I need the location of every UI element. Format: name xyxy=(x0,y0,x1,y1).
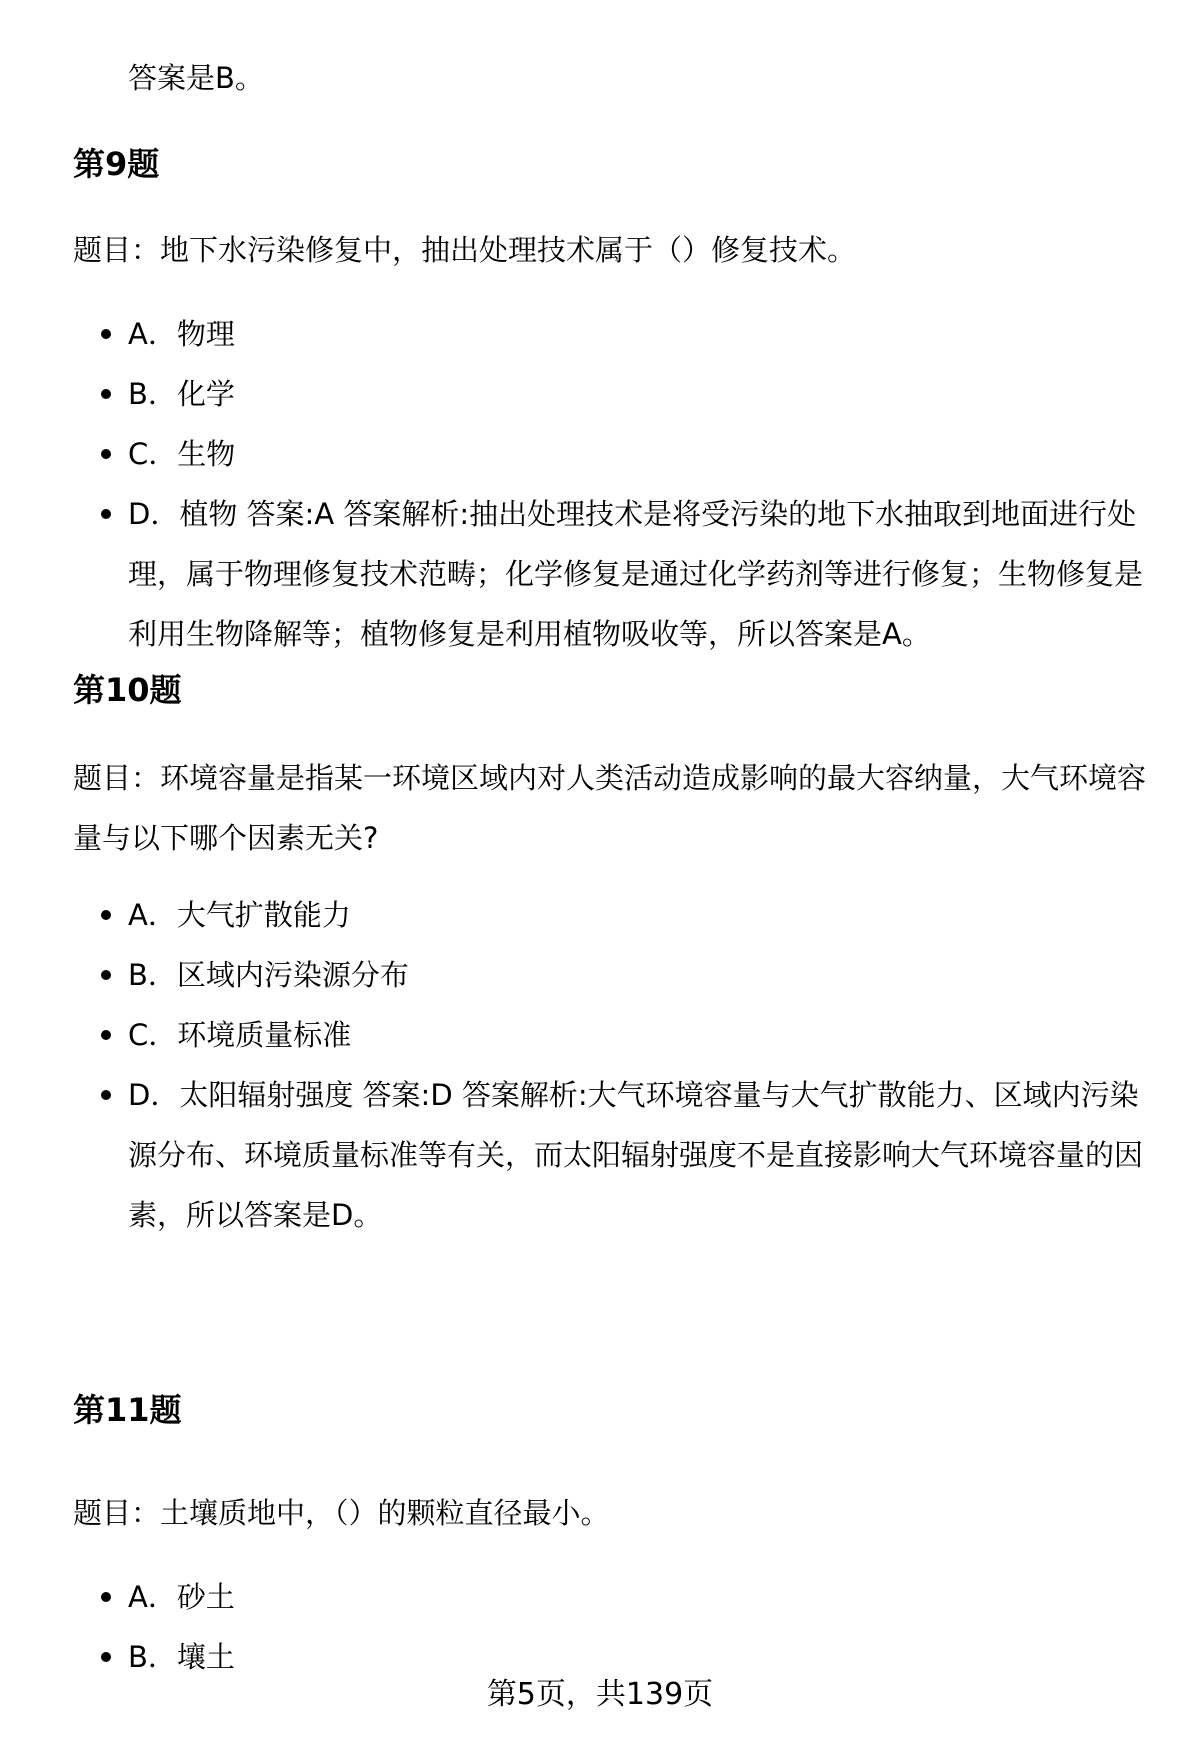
question-9-option-d-with-answer: D．植物 答案:A 答案解析:抽出处理技术是将受污染的地下水抽取到地面进行处理，属于物理修复技术范畴；化学修复是通过化学药剂等进行修复；生物修复是利用生物降解等；植物修复是利用植物吸收等，所以答案是A。 xyxy=(128,484,1158,664)
question-9-options xyxy=(128,304,1158,664)
question-9-text: 题目：地下水污染修复中，抽出处理技术属于（）修复技术。 xyxy=(73,233,857,267)
question-11-heading: 第11题 xyxy=(73,1391,182,1429)
question-10-text: 题目：环境容量是指某一环境区域内对人类活动造成影响的最大容纳量，大气环境容量与以下哪个因素无关? xyxy=(73,761,1147,855)
question-11-options xyxy=(128,1567,1158,1687)
question-9-heading: 第9题 xyxy=(73,145,160,183)
question-10-option-d-with-answer: D．太阳辐射强度 答案:D 答案解析:大气环境容量与大气扩散能力、区域内污染源分布、环境质量标准等有关，而太阳辐射强度不是直接影响大气环境容量的因素，所以答案是D。 xyxy=(128,1065,1158,1245)
question-9-option-c: C．生物 xyxy=(128,424,1158,484)
question-11-text: 题目：土壤质地中，（）的颗粒直径最小。 xyxy=(73,1496,610,1530)
question-10-option-b: B．区域内污染源分布 xyxy=(128,945,1158,1005)
question-10-option-a: A．大气扩散能力 xyxy=(128,885,1158,945)
question-10-option-c: C．环境质量标准 xyxy=(128,1005,1158,1065)
question-9-option-b: B．化学 xyxy=(128,364,1158,424)
question-10-options xyxy=(128,885,1158,1245)
previous-answer-text: 答案是B。 xyxy=(128,61,264,95)
question-11-option-b: B．壤土 xyxy=(128,1627,1158,1687)
question-11-option-a: A．砂土 xyxy=(128,1567,1158,1627)
question-10-heading: 第10题 xyxy=(73,671,182,709)
question-9-option-a: A．物理 xyxy=(128,304,1158,364)
page-number-footer: 第5页，共139页 xyxy=(486,1677,714,1712)
